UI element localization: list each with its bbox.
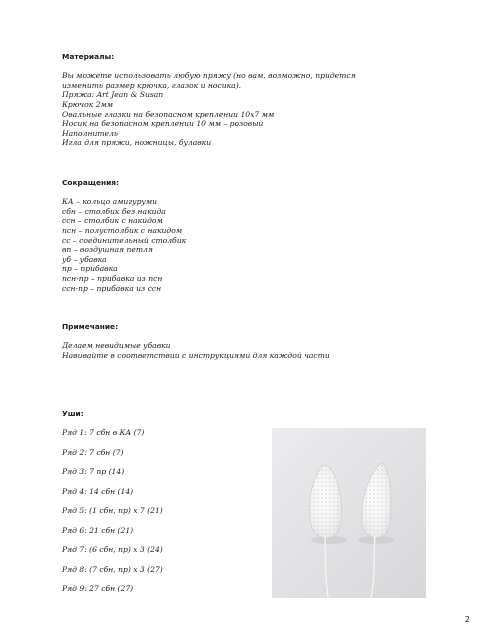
abbreviations-heading: Сокращения: <box>62 178 119 187</box>
note-heading: Примечание: <box>62 322 119 331</box>
right-ear <box>362 463 392 598</box>
abbreviation-item: сс – соединительный столбик <box>62 235 187 245</box>
abbreviation-item: псн – полустолбик с накидом <box>62 225 183 235</box>
abbreviation-item: уб – убавка <box>62 254 107 264</box>
abbreviation-item: пр – прибавка <box>62 264 118 274</box>
ears-photo <box>272 428 426 598</box>
materials-section <box>62 52 442 148</box>
ear-row: Ряд 3: 7 пр (14) <box>62 467 125 476</box>
materials-item: Пряжа: Art Jean & Susan <box>62 90 164 100</box>
abbreviation-item: ссн-пр – прибавка из ссн <box>62 283 162 293</box>
materials-item: Игла для пряжи, ножницы, булавки <box>62 138 212 148</box>
ear-row: Ряд 2: 7 сбн (7) <box>62 447 124 457</box>
abbreviation-item: КА – кольцо амигуруми <box>62 197 158 207</box>
crochet-ears-illustration <box>272 428 426 598</box>
materials-heading: Материалы: <box>62 52 115 61</box>
materials-intro-line: Вы можете использовать любую пряжу (но вам, возможно, придется <box>62 71 356 81</box>
materials-item: Носик на безопасном креплении 10 мм – розовый <box>62 119 264 129</box>
ear-row: Ряд 5: (1 сбн, пр) х 7 (21) <box>62 506 163 515</box>
note-item: Навивайте в соответствии с инструкциями для каждой части <box>62 350 330 360</box>
abbreviation-item: сбн – столбик без накида <box>62 206 166 216</box>
page-number: 2 <box>464 615 470 624</box>
ears-heading: Уши: <box>62 409 84 418</box>
ear-row: Ряд 4: 14 сбн (14) <box>62 486 134 496</box>
ears-section <box>62 409 442 419</box>
materials-item: Наполнитель <box>62 128 119 138</box>
abbreviation-item: псн-пр – прибавка из псн <box>62 273 163 283</box>
note-item: Делаем невидимые убавки <box>62 341 171 351</box>
left-ear <box>309 465 341 598</box>
ear-row: Ряд 1: 7 сбн в КА (7) <box>62 428 145 437</box>
materials-item: Овальные глазки на безопасном креплении 10х7 мм <box>62 109 275 119</box>
materials-item: Крючок 2мм <box>62 99 114 109</box>
ear-row: Ряд 9: 27 сбн (27) <box>62 584 134 593</box>
abbreviation-item: вп – воздушная петля <box>62 245 153 255</box>
note-section <box>62 322 442 360</box>
ear-row: Ряд 6: 21 сбн (21) <box>62 525 134 535</box>
materials-intro-line: изменить размер крючка, глазок и носика). <box>62 80 242 90</box>
ear-row: Ряд 8: (7 сбн, пр) х 3 (27) <box>62 564 163 574</box>
abbreviation-item: ссн – столбик с накидом <box>62 216 163 226</box>
ear-row: Ряд 7: (6 сбн, пр) х 3 (24) <box>62 545 163 554</box>
abbreviations-section <box>62 178 442 293</box>
